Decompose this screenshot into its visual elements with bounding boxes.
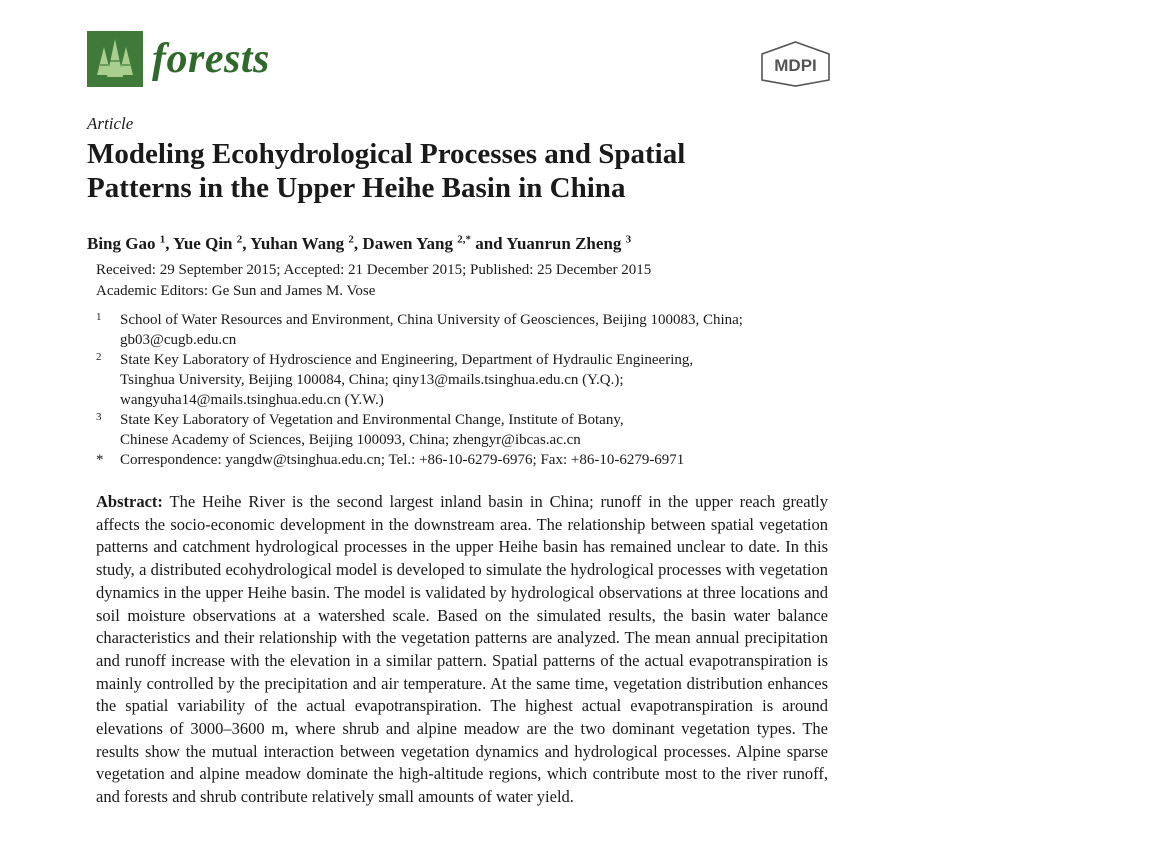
- author: Dawen Yang $^{2,*}$ and: [362, 233, 507, 253]
- academic-editors: Academic Editors: Ge Sun and James M. Vose: [96, 282, 376, 299]
- author: Bing Gao $^1$,: [87, 233, 174, 253]
- dates-line: Received: 29 September 2015; Accepted: 21 December 2015; Published: 25 December 2015: [96, 262, 652, 278]
- correspondence: * Correspondence: yangdw@tsinghua.edu.cn; Tel.: +86-10-6279-6976; Fax: +86-10-6279-6971: [96, 452, 685, 468]
- abstract-label: Abstract:: [96, 492, 163, 511]
- publication-dates: [96, 260, 856, 301]
- affiliations: [96, 310, 836, 470]
- author: Yuhan Wang $^2$,: [250, 233, 363, 253]
- mdpi-logo: [759, 40, 832, 88]
- title-line: Modeling Ecohydrological Processes and Spatial: [87, 138, 686, 170]
- trees-icon: [87, 31, 143, 87]
- journal-name: forests: [152, 36, 270, 82]
- article-type: Article: [87, 114, 134, 133]
- abstract-text: The Heihe River is the second largest inland basin in China; runoff in the upper reach greatly affects the socio-economic development in the downstream area. The relationship between spatial vegetation patterns and catchment hydrological processes in the upper Heihe basin has remained unclear to date. In this study, a distributed ecohydrological model is developed to simulate the hydrological processes with vegetation dynamics in the upper Heihe basin. The model is validated by hydrological observations at three locations and soil moisture observations at a watershed scale. Based on the simulated results, the basin water balance characteristics and their relationship with the vegetation patterns are analyzed. The mean annual precipitation and runoff increase with the elevation in a similar pattern. Spatial patterns of the actual evapotranspiration is mainly controlled by the precipitation and air temperature. At the same time, vegetation distribution enhances the spatial variability of the actual evapotranspiration. The highest actual evapotranspiration is around elevations of 3000–3600 m, where shrub and alpine meadow are the two dominant vegetation types. The results show the mutual interaction between vegetation dynamics and hydrological processes. Alpine sparse vegetation and alpine meadow dominate the high-altitude regions, which contribute most to the river runoff, and forests and shrub contribute relatively small amounts of water yield.: [96, 492, 829, 807]
- title-line: Patterns in the Upper Heihe Basin in China: [87, 172, 626, 204]
- affiliation-item: 1 School of Water Resources and Environment, China University of Geosciences, Beijing 100083, China; gb03@cugb.edu.cn: [96, 311, 743, 348]
- abstract: [96, 491, 828, 809]
- affiliation-item: 3 State Key Laboratory of Vegetation and Environmental Change, Institute of Botany, Chinese Academy of Sciences, Beijing 100093, China; zhengyr@ibcas.ac.cn: [96, 411, 624, 448]
- author-list: [87, 228, 631, 255]
- mdpi-logo-text: MDPI: [774, 56, 817, 75]
- author: Yue Qin $^2$,: [173, 233, 251, 253]
- paper-title: [87, 137, 847, 205]
- journal-logo: [87, 31, 143, 87]
- author: Yuanrun Zheng $^3$: [506, 233, 632, 253]
- affiliation-item: 2 State Key Laboratory of Hydroscience and Engineering, Department of Hydraulic Engineering, Tsinghua University, Beijing 100084, China; qiny13@mails.tsinghua.edu.cn (Y.Q.); wangyuha14@mails.tsinghua.edu.cn (Y.W.): [96, 351, 694, 408]
